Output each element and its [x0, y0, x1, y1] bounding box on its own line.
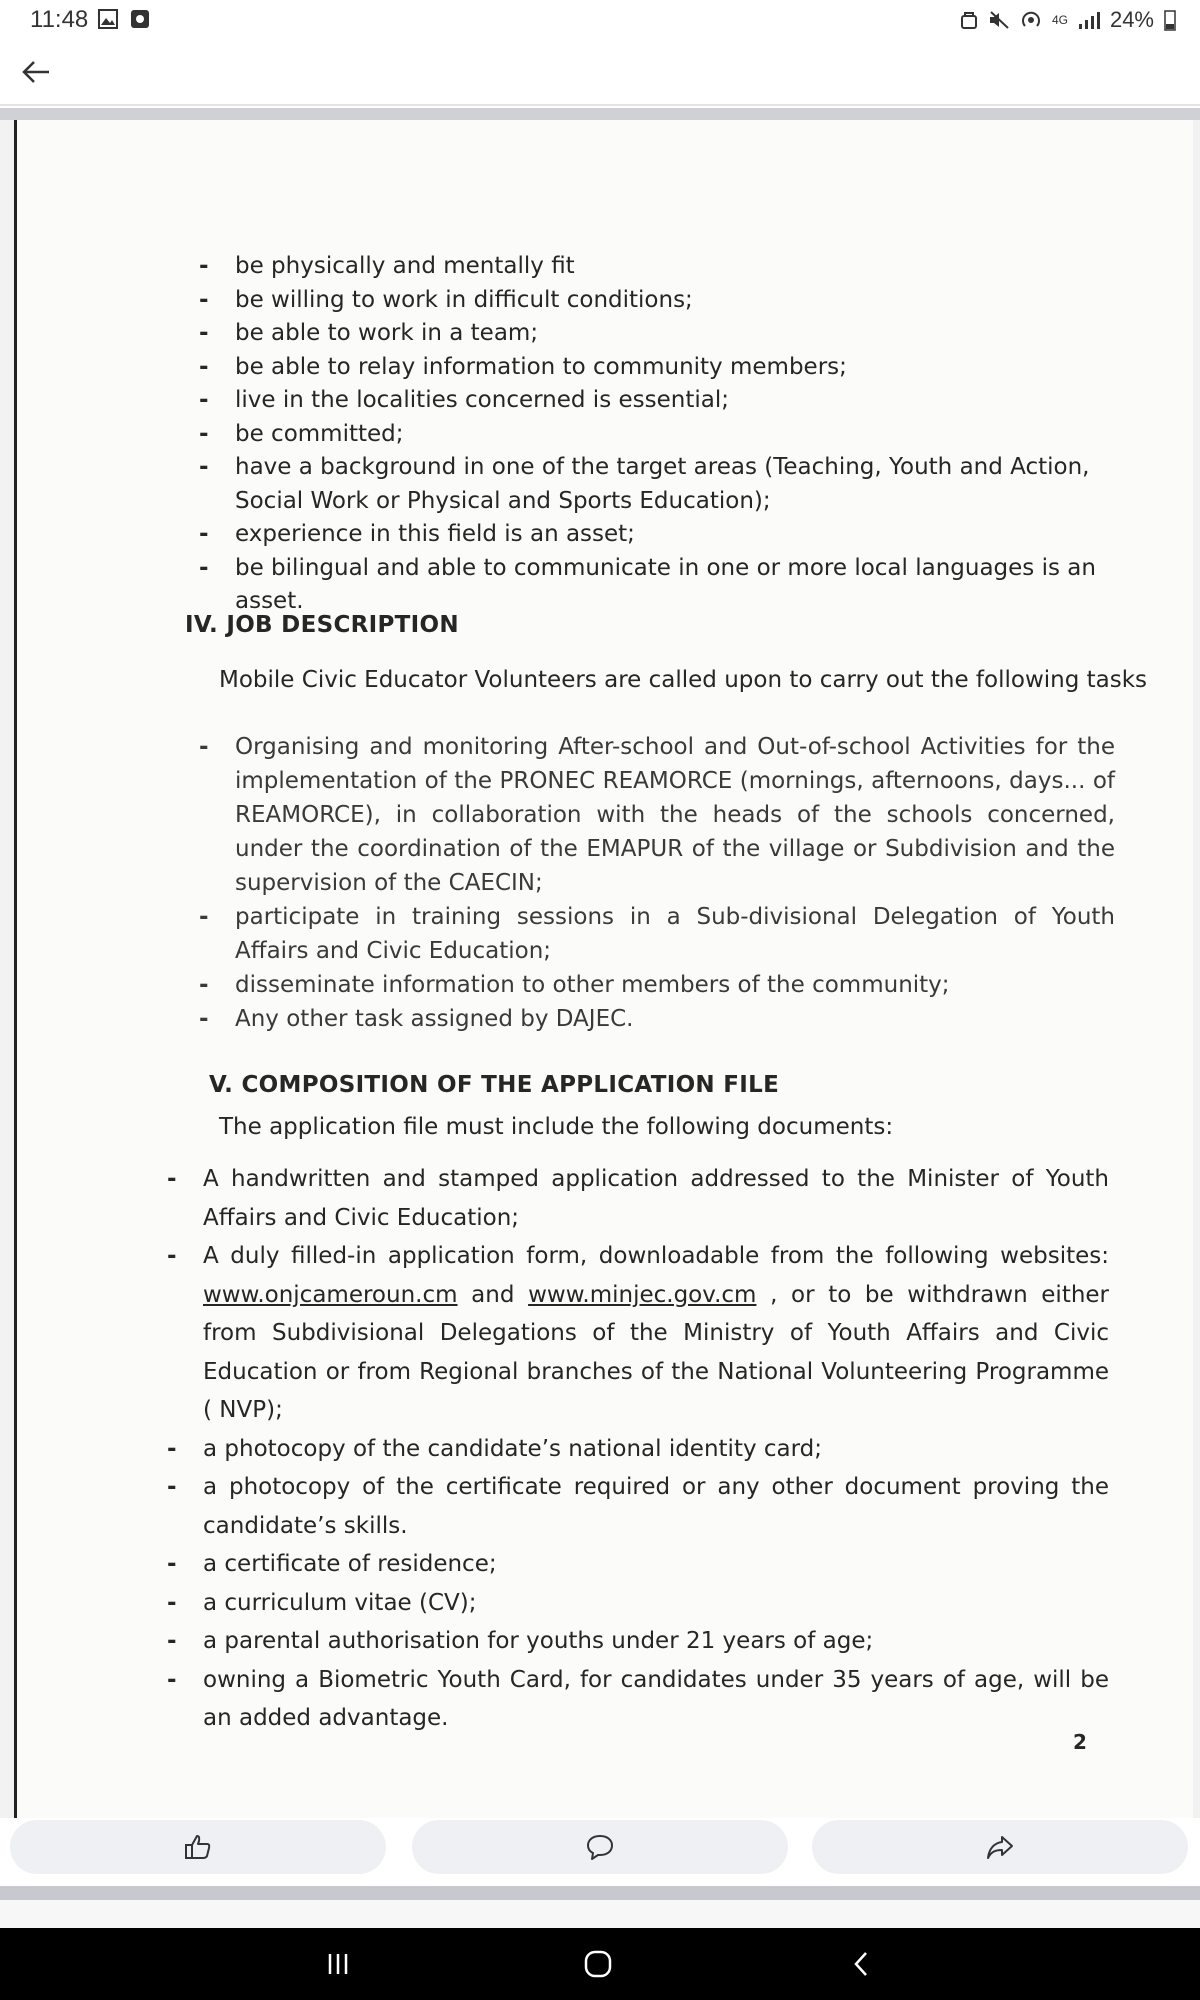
- battery-percent: 24%: [1109, 7, 1154, 32]
- list-item: - be bilingual and able to communicate in one or more local languages is an asset.: [235, 552, 1115, 619]
- next-page-edge: [0, 1900, 1200, 1928]
- list-item: - Any other task assigned by DAJEC.: [235, 1002, 1115, 1036]
- recent-apps-button[interactable]: [298, 1938, 378, 1990]
- mute-icon: [988, 10, 1010, 30]
- like-button[interactable]: [10, 1820, 386, 1874]
- list-item: - A handwritten and stamped application addressed to the Minister of Youth Affairs and Civic Education;: [203, 1160, 1109, 1237]
- section-heading: IV. JOB DESCRIPTION: [185, 612, 459, 638]
- list-item: - be willing to work in difficult conditions;: [235, 284, 1115, 318]
- list-item: - be able to work in a team;: [235, 317, 1115, 351]
- thumbs-up-icon: [183, 1832, 213, 1862]
- home-button[interactable]: [558, 1938, 638, 1990]
- list-item: - a photocopy of the candidate’s national identity card;: [203, 1430, 1109, 1469]
- arrow-left-icon: [21, 60, 51, 84]
- list-item: - be committed;: [235, 418, 1115, 452]
- status-bar: [0, 0, 1200, 40]
- app-bar: [0, 40, 1200, 106]
- document-page: [14, 120, 1193, 1818]
- list-item: - participate in training sessions in a Sub-divisional Delegation of Youth Affairs and Civic Education;: [235, 900, 1115, 968]
- list-text: , or to be withdrawn either from Subdivisional Delegations of the Ministry of Youth Affairs and Civic Education or from Regional branches of the National Volunteering Programme ( NVP);: [203, 1281, 1110, 1423]
- section-intro: Mobile Civic Educator Volunteers are called upon to carry out the following tasks: [219, 667, 1148, 693]
- network-type: 4G: [1051, 13, 1068, 27]
- list-text: A duly filled-in application form, downloadable from the following websites:: [203, 1243, 1109, 1269]
- list-item: - experience in this field is an asset;: [235, 518, 1115, 552]
- list-item: - Organising and monitoring After-school and Out-of-school Activities for the implementation of the PRONEC REAMORCE (mornings, afternoons, days... of REAMORCE), in collaboration with the heads of the schools concerned, under the coordination of the EMAPUR of the village or Subdivision and the supervision of the CAECIN;: [235, 730, 1115, 900]
- list-item: [203, 1237, 1109, 1430]
- signal-icon: [1078, 11, 1100, 29]
- page-number: 2: [1073, 1730, 1087, 1754]
- back-icon: [848, 1950, 876, 1978]
- document-viewer[interactable]: [0, 108, 1200, 1818]
- nav-back-button[interactable]: [822, 1938, 902, 1990]
- image-icon: [98, 9, 118, 29]
- documents-list: [203, 1160, 1109, 1738]
- list-item: - owning a Biometric Youth Card, for candidates under 35 years of age, will be an added advantage.: [203, 1661, 1109, 1738]
- list-item: - a certificate of residence;: [203, 1545, 1109, 1584]
- list-text: and: [471, 1281, 515, 1308]
- comment-button[interactable]: [412, 1820, 788, 1874]
- list-item: - be physically and mentally fit: [235, 250, 1115, 284]
- status-time: 11:48: [30, 6, 89, 33]
- action-bar: [0, 1818, 1200, 1876]
- link-minjec[interactable]: www.minjec.gov.cm: [528, 1281, 757, 1308]
- list-item: - a parental authorisation for youths under 21 years of age;: [203, 1622, 1109, 1661]
- share-button[interactable]: [812, 1820, 1188, 1874]
- list-item: - a photocopy of the certificate required or any other document proving the candidate’s skills.: [203, 1468, 1109, 1545]
- list-item: - be able to relay information to community members;: [235, 351, 1115, 385]
- battery-icon: [1164, 9, 1176, 31]
- list-item: - live in the localities concerned is essential;: [235, 384, 1115, 418]
- section-heading: V. COMPOSITION OF THE APPLICATION FILE: [209, 1072, 780, 1098]
- tasks-list: [235, 730, 1115, 1036]
- share-icon: [985, 1832, 1015, 1862]
- hotspot-icon: [1020, 9, 1042, 31]
- section-intro: The application file must include the following documents:: [219, 1114, 894, 1140]
- system-nav-bar: [0, 1928, 1200, 2000]
- notification-icon: [130, 9, 150, 29]
- recent-apps-icon: [324, 1950, 352, 1978]
- requirements-list: [235, 250, 1115, 619]
- scroll-band-bottom: [0, 1886, 1200, 1900]
- status-icons: [960, 6, 1176, 34]
- link-onjcameroun[interactable]: www.onjcameroun.cm: [203, 1281, 458, 1308]
- list-item: - have a background in one of the target areas (Teaching, Youth and Action, Social Work or Physical and Sports Education);: [235, 451, 1115, 518]
- scroll-band: [0, 108, 1200, 120]
- home-icon: [582, 1948, 614, 1980]
- list-item: - disseminate information to other members of the community;: [235, 968, 1115, 1002]
- comment-icon: [585, 1832, 615, 1862]
- back-button[interactable]: [14, 50, 58, 94]
- list-item: - a curriculum vitae (CV);: [203, 1584, 1109, 1623]
- alarm-icon: [960, 10, 978, 30]
